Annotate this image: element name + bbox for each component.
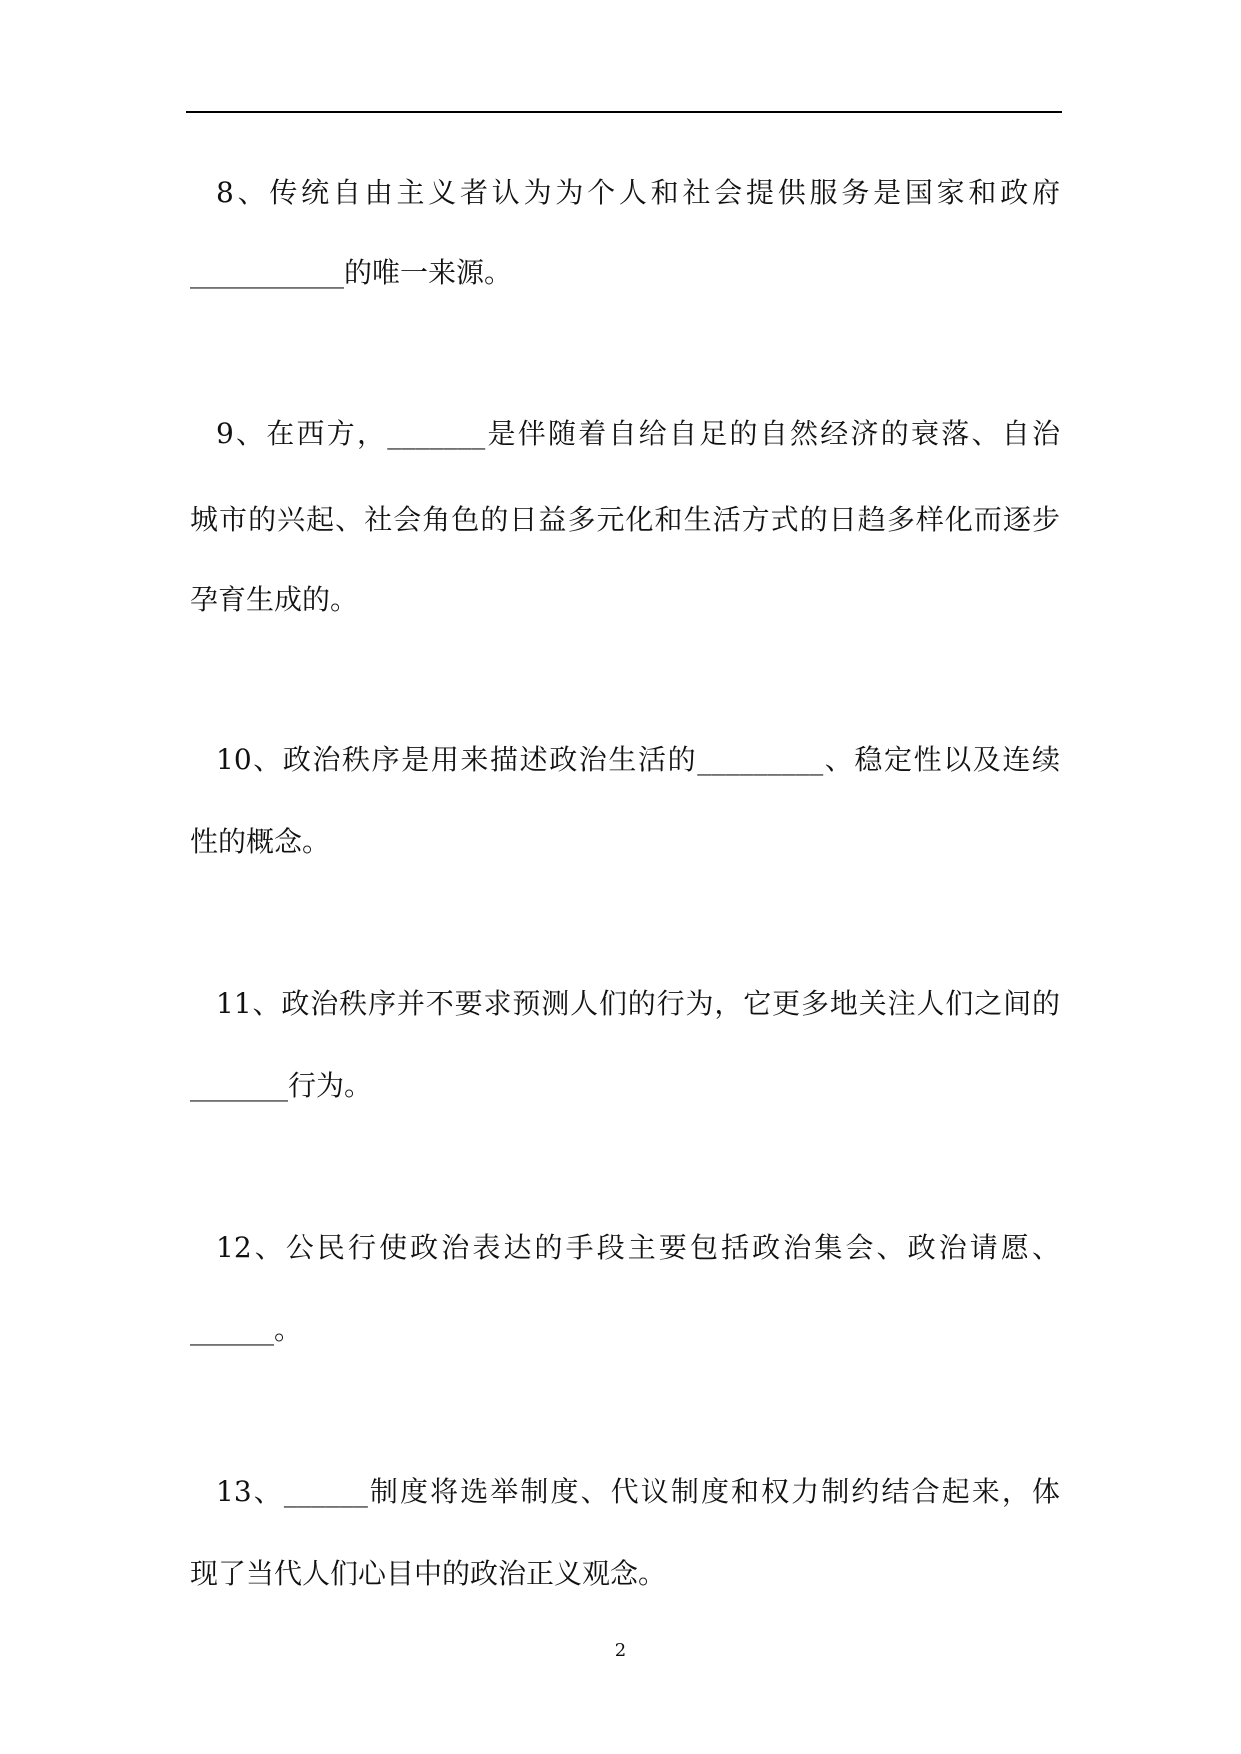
question-8-line-1: 8、传统自由主义者认为为个人和社会提供服务是国家和政府 (216, 176, 1060, 209)
question-12-line-2: ______。 (190, 1313, 303, 1346)
question-10-line-1: 10、政治秩序是用来描述政治生活的_________、稳定性以及连续 (216, 743, 1060, 776)
question-9-line-1: 9、在西方，_______是伴随着自给自足的自然经济的衰落、自治 (216, 417, 1060, 450)
header-rule (186, 111, 1062, 113)
question-11-line-2: _______行为。 (190, 1069, 373, 1102)
question-11-line-1: 11、政治秩序并不要求预测人们的行为，它更多地关注人们之间的 (216, 987, 1060, 1020)
question-13-line-1: 13、______制度将选举制度、代议制度和权力制约结合起来，体 (216, 1475, 1060, 1508)
question-10-line-2: 性的概念。 (190, 825, 331, 858)
question-8-line-2: ___________的唯一来源。 (190, 256, 513, 289)
question-12-line-1: 12、公民行使政治表达的手段主要包括政治集会、政治请愿、 (216, 1231, 1060, 1264)
question-13-line-2: 现了当代人们心目中的政治正义观念。 (190, 1557, 667, 1590)
page-number: 2 (614, 1640, 627, 1661)
question-9-line-3: 孕育生成的。 (190, 583, 359, 616)
question-9-line-2: 城市的兴起、社会角色的日益多元化和生活方式的日趋多样化而逐步 (190, 503, 1060, 536)
